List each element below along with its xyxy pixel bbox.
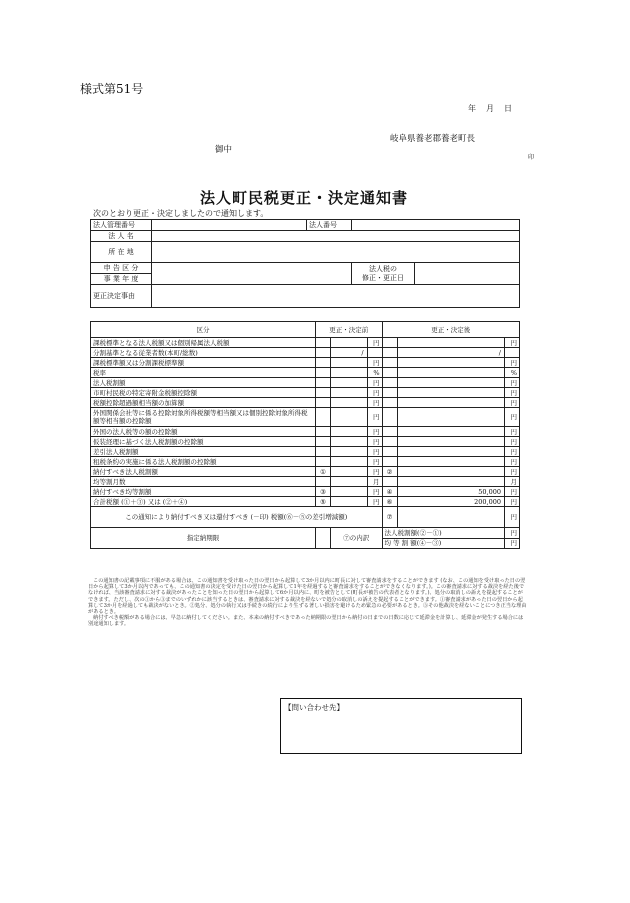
row-unit-before: 円: [367, 358, 382, 368]
row-value-after: /: [397, 348, 504, 358]
row-num-before: [316, 408, 331, 427]
correction-date-value: [415, 263, 520, 285]
row-value-before: /: [331, 348, 368, 358]
breakdown-unit-1: 円: [505, 528, 520, 539]
summary-label: この通知により納付すべき又は還付すべき (－印) 税額(⑥－⑤の差引増減額): [91, 507, 383, 528]
row-num-before: ①: [316, 467, 331, 477]
after-header: 更正・決定後: [382, 322, 519, 338]
row-num-after: [382, 388, 397, 398]
row-value-before: [331, 497, 368, 507]
row-unit-before: 円: [367, 437, 382, 447]
deadline-label: 指定納期限: [91, 528, 316, 549]
table-row: [91, 408, 520, 427]
row-unit-before: [367, 348, 382, 358]
mgmt-no-value: [152, 220, 307, 231]
row-num-after: [382, 408, 397, 427]
row-num-after: [382, 457, 397, 467]
row-unit-after: 円: [505, 408, 520, 427]
row-label: 仮装経理に基づく法人税割額の控除額: [91, 437, 316, 447]
row-unit-before: 円: [367, 427, 382, 437]
row-num-after: [382, 398, 397, 408]
row-value-after: 50,000: [397, 487, 504, 497]
row-value-after: 200,000: [397, 497, 504, 507]
row-label: 差引法人税割額: [91, 447, 316, 457]
row-num-before: [316, 348, 331, 358]
row-label: 分割基準となる従業者数(本町/総数): [91, 348, 316, 358]
row-unit-before: 円: [367, 487, 382, 497]
row-label: 納付すべき法人税割額: [91, 467, 316, 477]
address-label: 所 在 地: [91, 242, 152, 263]
row-num-before: [316, 388, 331, 398]
row-value-before: [331, 467, 368, 477]
table-row: [91, 338, 520, 348]
row-value-before: [331, 338, 368, 348]
table-row: [91, 457, 520, 467]
row-unit-after: 円: [505, 388, 520, 398]
row-label: 外国関係会社等に係る控除対象所得税額等相当額又は個別控除対象所得税額等相当額の控除額: [91, 408, 316, 427]
row-num-after: [382, 437, 397, 447]
row-unit-after: 円: [505, 378, 520, 388]
issuer-name: 岐阜県養老郡養老町長: [390, 134, 476, 144]
note-appeal: この通知書の記載事項に不服がある場合は、この通知書を受け取った日の翌日から起算して3か月以内に町長に対して審査請求をすることができます (なお、この通知を受け取った日の翌日から起算して3か月以内であっても、この通知書の決定を受けた日の翌日から起算して1年を経過すると審査請求をすることができなくなります。)。この審査請求に対する裁決を経た後でなければ、当該審査請求に対する裁決があったことを知った日の翌日から起算して6か月以内に、町を被告として(町長が被告の代表者となります。)、処分の取消しの訴えを提起することができます。ただし、次の①から③までのいずれかに該当するときは、審査請求に対する裁決を経ないで処分の取消しの訴えを提起することができます。①審査請求があった日の翌日から起算して3か月を経過しても裁決がないとき。②処分、処分の執行又は手続きの続行により生ずる著しい損害を避けるため緊急の必要があるとき。③その他裁決を経ないことにつき正当な理由があるとき。: [88, 578, 527, 616]
row-unit-after: 円: [505, 338, 520, 348]
table-row: [91, 358, 520, 368]
row-num-after: ⑥: [382, 497, 397, 507]
row-label: 外国の法人税等の額の控除額: [91, 427, 316, 437]
row-value-after: [397, 467, 504, 477]
table-row: [91, 378, 520, 388]
row-value-after: [397, 427, 504, 437]
deadline-value: [316, 528, 331, 549]
row-label: 税率: [91, 368, 316, 378]
row-unit-before: %: [367, 368, 382, 378]
category-header: 区分: [91, 322, 316, 338]
row-unit-after: 月: [505, 477, 520, 487]
row-num-before: [316, 457, 331, 467]
row-num-before: [316, 368, 331, 378]
row-num-before: [316, 378, 331, 388]
row-value-after: [397, 477, 504, 487]
breakdown-item-2: 均 等 割 額(④－③): [382, 538, 504, 549]
row-unit-after: 円: [505, 398, 520, 408]
notes-section: [88, 578, 528, 628]
summary-value: [397, 507, 504, 528]
table-row: [91, 368, 520, 378]
row-value-before: [331, 427, 368, 437]
note-payment: 納付すべき税額がある場合には、早急に納付してください。また、本来の納付すべきであった納期限の翌日から納付の日までの日数に応じて延滞金を計算し、延滞金が発生する場合には別途通知します。: [88, 615, 524, 628]
row-num-after: ④: [382, 487, 397, 497]
breakdown-label: ⑦の内訳: [331, 528, 383, 549]
row-value-after: [397, 338, 504, 348]
form-number: 様式第51号: [80, 82, 144, 96]
inquiry-box: [280, 698, 522, 754]
row-num-before: ③: [316, 487, 331, 497]
table-row: [91, 388, 520, 398]
row-unit-after: %: [505, 368, 520, 378]
row-value-after: [397, 457, 504, 467]
row-num-after: ②: [382, 467, 397, 477]
row-num-after: [382, 477, 397, 487]
row-value-before: [331, 457, 368, 467]
row-unit-before: 円: [367, 467, 382, 477]
row-value-after: [397, 447, 504, 457]
row-unit-before: 円: [367, 457, 382, 467]
summary-unit: 円: [505, 507, 520, 528]
row-value-after: [397, 378, 504, 388]
table-row: [91, 487, 520, 497]
row-num-after: [382, 368, 397, 378]
row-unit-after: 円: [505, 427, 520, 437]
table-row: [91, 467, 520, 477]
row-unit-before: 円: [367, 408, 382, 427]
row-value-before: [331, 487, 368, 497]
corp-name-value: [152, 231, 520, 242]
inquiry-label: 【問い合わせ先】: [284, 703, 344, 712]
reason-label: 更正決定事由: [91, 285, 152, 308]
row-unit-before: 円: [367, 497, 382, 507]
row-unit-before: 円: [367, 378, 382, 388]
row-value-before: [331, 378, 368, 388]
table-row: [91, 437, 520, 447]
reason-value: [152, 285, 520, 308]
corp-no-label: 法人番号: [307, 220, 352, 231]
row-unit-before: 円: [367, 388, 382, 398]
document-title: 法人町民税更正・決定通知書: [200, 189, 409, 207]
row-label: 均等割月数: [91, 477, 316, 487]
row-value-after: [397, 398, 504, 408]
row-unit-after: 円: [505, 467, 520, 477]
row-value-before: [331, 447, 368, 457]
row-unit-before: 円: [367, 447, 382, 457]
row-num-before: [316, 437, 331, 447]
row-num-before: [316, 358, 331, 368]
summary-num: ⑦: [382, 507, 397, 528]
row-unit-before: 月: [367, 477, 382, 487]
row-unit-after: 円: [505, 447, 520, 457]
address-value: [152, 242, 520, 263]
fiscal-year-label: 事 業 年 度: [91, 274, 152, 285]
row-num-after: [382, 338, 397, 348]
row-value-before: [331, 408, 368, 427]
row-unit-before: 円: [367, 338, 382, 348]
row-num-before: [316, 447, 331, 457]
row-label: 合計税額 (①＋③) 又は (②＋④): [91, 497, 316, 507]
corp-name-label: 法 人 名: [91, 231, 152, 242]
row-num-before: [316, 398, 331, 408]
row-value-after: [397, 358, 504, 368]
seal-mark: 印: [528, 154, 535, 161]
row-num-before: [316, 338, 331, 348]
row-num-before: [316, 427, 331, 437]
row-num-after: [382, 378, 397, 388]
row-unit-after: 円: [505, 457, 520, 467]
row-value-after: [397, 437, 504, 447]
row-label: 課税標準となる法人税額又は個別帰属法人税額: [91, 338, 316, 348]
mgmt-no-label: 法人管理番号: [91, 220, 152, 231]
row-num-after: [382, 447, 397, 457]
row-num-before: [316, 477, 331, 487]
row-num-before: ⑤: [316, 497, 331, 507]
row-unit-after: 円: [505, 358, 520, 368]
breakdown-item-1: 法人税割額(②－①): [382, 528, 504, 539]
row-value-after: [397, 388, 504, 398]
table-row: [91, 348, 520, 358]
row-unit-before: 円: [367, 398, 382, 408]
row-num-after: [382, 358, 397, 368]
row-label: 市町村民税の特定寄附金税額控除額: [91, 388, 316, 398]
tax-detail-table: [90, 321, 520, 549]
table-row: [91, 427, 520, 437]
row-label: 法人税割額: [91, 378, 316, 388]
row-label: 租税条約の実施に係る法人税割額の控除額: [91, 457, 316, 467]
declaration-type-label: 申 告 区 分: [91, 263, 152, 274]
before-header: 更正・決定前: [316, 322, 383, 338]
issue-date: 年 月 日: [468, 104, 513, 113]
row-unit-after: [505, 348, 520, 358]
row-value-after: [397, 408, 504, 427]
declaration-value: [152, 263, 352, 285]
row-value-before: [331, 398, 368, 408]
corp-no-value: [352, 220, 520, 231]
row-label: 課税標準額又は分割課税標準額: [91, 358, 316, 368]
table-row: [91, 447, 520, 457]
correction-date-label: 法人税の 修正・更正日: [352, 263, 415, 285]
row-unit-after: 円: [505, 487, 520, 497]
row-value-after: [397, 368, 504, 378]
row-label: 税額控除超過額相当額の加算額: [91, 398, 316, 408]
row-value-before: [331, 358, 368, 368]
row-label: 納付すべき均等割額: [91, 487, 316, 497]
row-value-before: [331, 368, 368, 378]
breakdown-unit-2: 円: [505, 538, 520, 549]
addressee-suffix: 御中: [215, 145, 233, 155]
row-unit-after: 円: [505, 437, 520, 447]
intro-text: 次のとおり更正・決定しましたので通知します。: [93, 209, 269, 218]
header-info-table: [90, 219, 520, 308]
row-value-before: [331, 388, 368, 398]
row-unit-after: 円: [505, 497, 520, 507]
row-num-after: [382, 427, 397, 437]
table-row: [91, 497, 520, 507]
table-row: [91, 398, 520, 408]
table-row: [91, 477, 520, 487]
row-value-before: [331, 477, 368, 487]
row-num-after: [382, 348, 397, 358]
row-value-before: [331, 437, 368, 447]
